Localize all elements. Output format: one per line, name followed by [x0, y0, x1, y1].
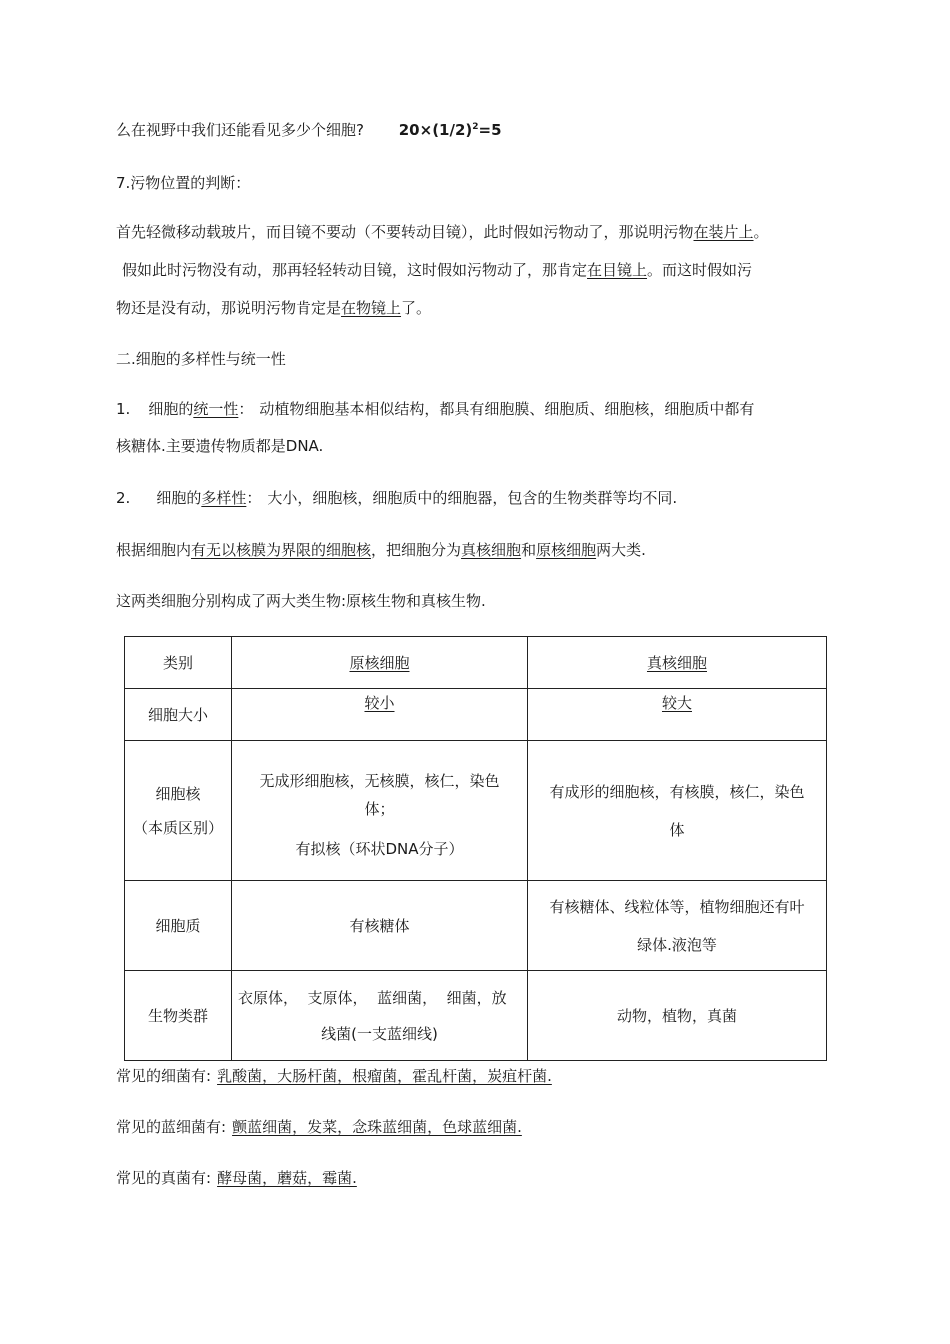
formula: $20\times(1/2)^2=5$: [398, 121, 502, 139]
row-nucleus-prokaryote: 无成形细胞核，无核膜，核仁，染色 体； 有拟核（环状DNA分子）: [232, 741, 528, 881]
section-2-heading: 二.细胞的多样性与统一性: [116, 350, 286, 368]
row-size-label: 细胞大小: [125, 689, 232, 741]
paragraph-7-line-1: 首先轻微移动载玻片，而目镜不要动（不要转动目镜），此时假如污物动了，那说明污物在装片上。: [116, 223, 769, 241]
row-organisms-eukaryote: 动物，植物，真菌: [528, 971, 827, 1061]
item-1-line-2: 核糖体.主要遗传物质都是DNA.: [116, 437, 324, 455]
common-fungi: 常见的真菌有: 酵母菌，蘑菇，霉菌.: [116, 1169, 357, 1187]
item-1-line-1: 1. 细胞的统一性： 动植物细胞基本相似结构，都具有细胞膜、细胞质、细胞核，细胞质中都有: [116, 400, 755, 418]
table-row-nucleus: [125, 741, 827, 881]
two-types-line: 这两类细胞分别构成了两大类生物:原核生物和真核生物.: [116, 592, 486, 610]
table-row-size: [125, 689, 827, 741]
section-7-heading: 7.污物位置的判断：: [116, 174, 251, 192]
row-nucleus-label: 细胞核 （本质区别）: [125, 741, 232, 881]
table-row-organisms: [125, 971, 827, 1061]
cell-comparison-table: [124, 636, 827, 1061]
table-row-cytoplasm: [125, 881, 827, 971]
item-2: 2. 细胞的多样性： 大小，细胞核，细胞质中的细胞器，包含的生物类群等均不同.: [116, 489, 678, 507]
header-category: 类别: [125, 637, 232, 689]
header-eukaryote: 真核细胞: [528, 637, 827, 689]
row-organisms-label: 生物类群: [125, 971, 232, 1061]
paragraph-7-line-3: 物还是没有动，那说明污物肯定是在物镜上了。: [116, 299, 432, 317]
row-size-prokaryote: 较小: [232, 689, 528, 741]
paragraph-7-line-2: 假如此时污物没有动，那再轻轻转动目镜，这时假如污物动了，那肯定在目镜上。而这时假如污: [122, 261, 753, 279]
row-cytoplasm-label: 细胞质: [125, 881, 232, 971]
common-bacteria: 常见的细菌有: 乳酸菌，大肠杆菌，根瘤菌，霍乱杆菌，炭疽杆菌.: [116, 1067, 552, 1085]
common-cyanobacteria: 常见的蓝细菌有: 颤蓝细菌，发菜，念珠蓝细菌，色球蓝细菌.: [116, 1118, 522, 1136]
classification-line: 根据细胞内有无以核膜为界限的细胞核，把细胞分为真核细胞和原核细胞两大类.: [116, 541, 646, 559]
row-nucleus-eukaryote: 有成形的细胞核，有核膜，核仁，染色 体: [528, 741, 827, 881]
question-line: [116, 120, 502, 140]
row-organisms-prokaryote: 衣原体， 支原体， 蓝细菌， 细菌，放 线菌(一支蓝细线): [232, 971, 528, 1061]
row-cytoplasm-eukaryote: 有核糖体、线粒体等，植物细胞还有叶 绿体.液泡等: [528, 881, 827, 971]
question-text: 么在视野中我们还能看见多少个细胞?: [116, 121, 364, 139]
row-cytoplasm-prokaryote: 有核糖体: [232, 881, 528, 971]
header-prokaryote: 原核细胞: [232, 637, 528, 689]
table-header-row: [125, 637, 827, 689]
row-size-eukaryote: 较大: [528, 689, 827, 741]
